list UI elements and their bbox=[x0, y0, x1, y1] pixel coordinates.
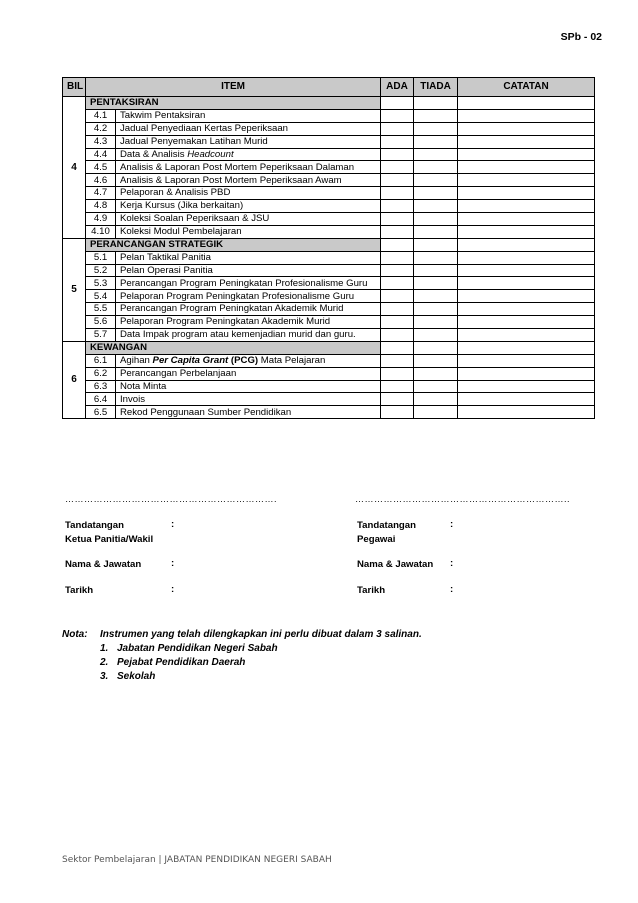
table-header-row bbox=[63, 78, 595, 97]
tiada-cell[interactable] bbox=[414, 213, 458, 226]
catatan-cell[interactable] bbox=[458, 329, 595, 342]
item-text: Pelaporan & Analisis PBD bbox=[116, 187, 381, 200]
section-number: 5 bbox=[63, 238, 86, 341]
catatan-cell[interactable] bbox=[458, 225, 595, 238]
tiada-cell[interactable] bbox=[414, 341, 458, 354]
tiada-cell[interactable] bbox=[414, 251, 458, 264]
header-ada: ADA bbox=[381, 78, 414, 97]
catatan-cell[interactable] bbox=[458, 354, 595, 367]
note-list-item: 2. Pejabat Pendidikan Daerah bbox=[100, 657, 246, 668]
table-row bbox=[63, 380, 595, 393]
header-tiada: TIADA bbox=[414, 78, 458, 97]
ada-cell[interactable] bbox=[381, 380, 414, 393]
item-number: 4.9 bbox=[86, 213, 116, 226]
signature-line-left: …………………………………………………………. bbox=[65, 494, 278, 504]
item-text: Invois bbox=[116, 393, 381, 406]
table-row bbox=[63, 109, 595, 122]
tiada-cell[interactable] bbox=[414, 393, 458, 406]
catatan-cell[interactable] bbox=[458, 174, 595, 187]
tiada-cell[interactable] bbox=[414, 316, 458, 329]
note-text: Instrumen yang telah dilengkapkan ini perlu dibuat dalam 3 salinan. bbox=[100, 629, 422, 640]
signature-left bbox=[62, 494, 302, 604]
table-row bbox=[63, 200, 595, 213]
catatan-cell[interactable] bbox=[458, 187, 595, 200]
ada-cell[interactable] bbox=[381, 290, 414, 303]
table-row bbox=[63, 225, 595, 238]
catatan-cell[interactable] bbox=[458, 264, 595, 277]
item-number: 5.4 bbox=[86, 290, 116, 303]
catatan-cell[interactable] bbox=[458, 251, 595, 264]
item-number: 4.6 bbox=[86, 174, 116, 187]
table-row bbox=[63, 148, 595, 161]
item-number: 4.4 bbox=[86, 148, 116, 161]
catatan-cell[interactable] bbox=[458, 367, 595, 380]
tiada-cell[interactable] bbox=[414, 367, 458, 380]
right-sign-role: Pegawai bbox=[357, 534, 396, 545]
item-number: 5.5 bbox=[86, 303, 116, 316]
right-sign-colon: : bbox=[450, 519, 454, 530]
section-number: 6 bbox=[63, 341, 86, 418]
catatan-cell[interactable] bbox=[458, 406, 595, 419]
ada-cell[interactable] bbox=[381, 135, 414, 148]
note-list-item: 1. Jabatan Pendidikan Negeri Sabah bbox=[100, 643, 278, 654]
tiada-cell[interactable] bbox=[414, 97, 458, 110]
item-text: Data Impak program atau kemenjadian murid dan guru. bbox=[116, 329, 381, 342]
table-row bbox=[63, 354, 595, 367]
tiada-cell[interactable] bbox=[414, 187, 458, 200]
ada-cell[interactable] bbox=[381, 341, 414, 354]
ada-cell[interactable] bbox=[381, 367, 414, 380]
left-sign-colon: : bbox=[171, 519, 175, 530]
tiada-cell[interactable] bbox=[414, 290, 458, 303]
item-text: Perancangan Program Peningkatan Akademik Murid bbox=[116, 303, 381, 316]
catatan-cell[interactable] bbox=[458, 290, 595, 303]
ada-cell[interactable] bbox=[381, 316, 414, 329]
ada-cell[interactable] bbox=[381, 238, 414, 251]
table-row bbox=[63, 329, 595, 342]
catatan-cell[interactable] bbox=[458, 303, 595, 316]
section-title: PERANCANGAN STRATEGIK bbox=[86, 238, 381, 251]
table-row bbox=[63, 187, 595, 200]
item-text: Analisis & Laporan Post Mortem Peperiksaan Dalaman bbox=[116, 161, 381, 174]
catatan-cell[interactable] bbox=[458, 200, 595, 213]
item-text: Koleksi Soalan Peperiksaan & JSU bbox=[116, 213, 381, 226]
item-number: 6.2 bbox=[86, 367, 116, 380]
page-footer: Sektor Pembelajaran | JABATAN PENDIDIKAN NEGERI SABAH bbox=[62, 855, 332, 865]
table-row bbox=[63, 406, 595, 419]
ada-cell[interactable] bbox=[381, 97, 414, 110]
ada-cell[interactable] bbox=[381, 109, 414, 122]
tiada-cell[interactable] bbox=[414, 264, 458, 277]
table-row bbox=[63, 316, 595, 329]
ada-cell[interactable] bbox=[381, 354, 414, 367]
catatan-cell[interactable] bbox=[458, 148, 595, 161]
tiada-cell[interactable] bbox=[414, 354, 458, 367]
catatan-cell[interactable] bbox=[458, 135, 595, 148]
section-row bbox=[63, 341, 595, 354]
left-date-label: Tarikh bbox=[65, 585, 94, 596]
left-date-colon: : bbox=[171, 584, 175, 595]
item-number: 4.7 bbox=[86, 187, 116, 200]
item-number: 5.1 bbox=[86, 251, 116, 264]
table-row bbox=[63, 174, 595, 187]
tiada-cell[interactable] bbox=[414, 329, 458, 342]
left-sign-label: Tandatangan bbox=[65, 520, 124, 531]
item-text: Nota Minta bbox=[116, 380, 381, 393]
ada-cell[interactable] bbox=[381, 277, 414, 290]
tiada-cell[interactable] bbox=[414, 303, 458, 316]
item-text: Jadual Penyemakan Latihan Murid bbox=[116, 135, 381, 148]
table-row bbox=[63, 393, 595, 406]
ada-cell[interactable] bbox=[381, 161, 414, 174]
item-text: Agihan Per Capita Grant (PCG) Mata Pelajaran bbox=[116, 354, 381, 367]
checklist-table bbox=[62, 77, 595, 419]
item-text: Pelan Taktikal Panitia bbox=[116, 251, 381, 264]
right-date-colon: : bbox=[450, 584, 454, 595]
catatan-cell[interactable] bbox=[458, 109, 595, 122]
catatan-cell[interactable] bbox=[458, 277, 595, 290]
tiada-cell[interactable] bbox=[414, 200, 458, 213]
tiada-cell[interactable] bbox=[414, 225, 458, 238]
item-number: 5.2 bbox=[86, 264, 116, 277]
catatan-cell[interactable] bbox=[458, 393, 595, 406]
table-row bbox=[63, 122, 595, 135]
item-number: 4.8 bbox=[86, 200, 116, 213]
section-number: 4 bbox=[63, 97, 86, 239]
catatan-cell[interactable] bbox=[458, 238, 595, 251]
tiada-cell[interactable] bbox=[414, 109, 458, 122]
ada-cell[interactable] bbox=[381, 264, 414, 277]
catatan-cell[interactable] bbox=[458, 97, 595, 110]
ada-cell[interactable] bbox=[381, 393, 414, 406]
ada-cell[interactable] bbox=[381, 406, 414, 419]
tiada-cell[interactable] bbox=[414, 148, 458, 161]
ada-cell[interactable] bbox=[381, 329, 414, 342]
tiada-cell[interactable] bbox=[414, 238, 458, 251]
item-number: 6.4 bbox=[86, 393, 116, 406]
item-text: Pelaporan Program Peningkatan Profesionalisme Guru bbox=[116, 290, 381, 303]
item-text: Data & Analisis Headcount bbox=[116, 148, 381, 161]
note-list-item: 3. Sekolah bbox=[100, 671, 156, 682]
item-number: 6.1 bbox=[86, 354, 116, 367]
table-row bbox=[63, 264, 595, 277]
ada-cell[interactable] bbox=[381, 225, 414, 238]
item-number: 4.10 bbox=[86, 225, 116, 238]
header-item: ITEM bbox=[86, 78, 381, 97]
ada-cell[interactable] bbox=[381, 148, 414, 161]
item-text: Pelan Operasi Panitia bbox=[116, 264, 381, 277]
catatan-cell[interactable] bbox=[458, 380, 595, 393]
item-text: Kerja Kursus (Jika berkaitan) bbox=[116, 200, 381, 213]
section-row bbox=[63, 238, 595, 251]
ada-cell[interactable] bbox=[381, 213, 414, 226]
catatan-cell[interactable] bbox=[458, 316, 595, 329]
section-row bbox=[63, 97, 595, 110]
table-row bbox=[63, 290, 595, 303]
tiada-cell[interactable] bbox=[414, 406, 458, 419]
left-name-colon: : bbox=[171, 558, 175, 569]
signature-line-right: ………………………………………………………….. bbox=[355, 494, 571, 504]
section-title: PENTAKSIRAN bbox=[86, 97, 381, 110]
ada-cell[interactable] bbox=[381, 200, 414, 213]
table-row bbox=[63, 303, 595, 316]
catatan-cell[interactable] bbox=[458, 341, 595, 354]
item-text: Perancangan Perbelanjaan bbox=[116, 367, 381, 380]
left-sign-role: Ketua Panitia/Wakil bbox=[65, 534, 154, 545]
document-code: SPb - 02 bbox=[560, 31, 602, 43]
catatan-cell[interactable] bbox=[458, 161, 595, 174]
item-text: Pelaporan Program Peningkatan Akademik Murid bbox=[116, 316, 381, 329]
table-row bbox=[63, 161, 595, 174]
table-row bbox=[63, 213, 595, 226]
item-number: 4.3 bbox=[86, 135, 116, 148]
tiada-cell[interactable] bbox=[414, 174, 458, 187]
item-number: 4.1 bbox=[86, 109, 116, 122]
item-text: Takwim Pentaksiran bbox=[116, 109, 381, 122]
ada-cell[interactable] bbox=[381, 187, 414, 200]
item-number: 4.5 bbox=[86, 161, 116, 174]
tiada-cell[interactable] bbox=[414, 380, 458, 393]
item-text: Rekod Penggunaan Sumber Pendidikan bbox=[116, 406, 381, 419]
table-row bbox=[63, 367, 595, 380]
right-name-colon: : bbox=[450, 558, 454, 569]
ada-cell[interactable] bbox=[381, 174, 414, 187]
section-title: KEWANGAN bbox=[86, 341, 381, 354]
item-number: 5.3 bbox=[86, 277, 116, 290]
ada-cell[interactable] bbox=[381, 122, 414, 135]
signature-right bbox=[355, 494, 595, 604]
ada-cell[interactable] bbox=[381, 251, 414, 264]
tiada-cell[interactable] bbox=[414, 161, 458, 174]
tiada-cell[interactable] bbox=[414, 122, 458, 135]
table-row bbox=[63, 277, 595, 290]
catatan-cell[interactable] bbox=[458, 213, 595, 226]
right-date-label: Tarikh bbox=[357, 585, 386, 596]
table-row bbox=[63, 251, 595, 264]
item-number: 5.6 bbox=[86, 316, 116, 329]
tiada-cell[interactable] bbox=[414, 135, 458, 148]
tiada-cell[interactable] bbox=[414, 277, 458, 290]
item-text: Analisis & Laporan Post Mortem Peperiksaan Awam bbox=[116, 174, 381, 187]
item-number: 4.2 bbox=[86, 122, 116, 135]
item-text: Perancangan Program Peningkatan Profesionalisme Guru bbox=[116, 277, 381, 290]
ada-cell[interactable] bbox=[381, 303, 414, 316]
item-number: 6.3 bbox=[86, 380, 116, 393]
left-name-label: Nama & Jawatan bbox=[65, 559, 142, 570]
header-bil: BIL bbox=[63, 78, 86, 97]
catatan-cell[interactable] bbox=[458, 122, 595, 135]
item-number: 6.5 bbox=[86, 406, 116, 419]
right-sign-label: Tandatangan bbox=[357, 520, 416, 531]
note-label: Nota: bbox=[62, 629, 88, 640]
item-text: Jadual Penyediaan Kertas Peperiksaan bbox=[116, 122, 381, 135]
header-catatan: CATATAN bbox=[458, 78, 595, 97]
table-body bbox=[63, 97, 595, 419]
right-name-label: Nama & Jawatan bbox=[357, 559, 434, 570]
table-row bbox=[63, 135, 595, 148]
item-number: 5.7 bbox=[86, 329, 116, 342]
item-text: Koleksi Modul Pembelajaran bbox=[116, 225, 381, 238]
